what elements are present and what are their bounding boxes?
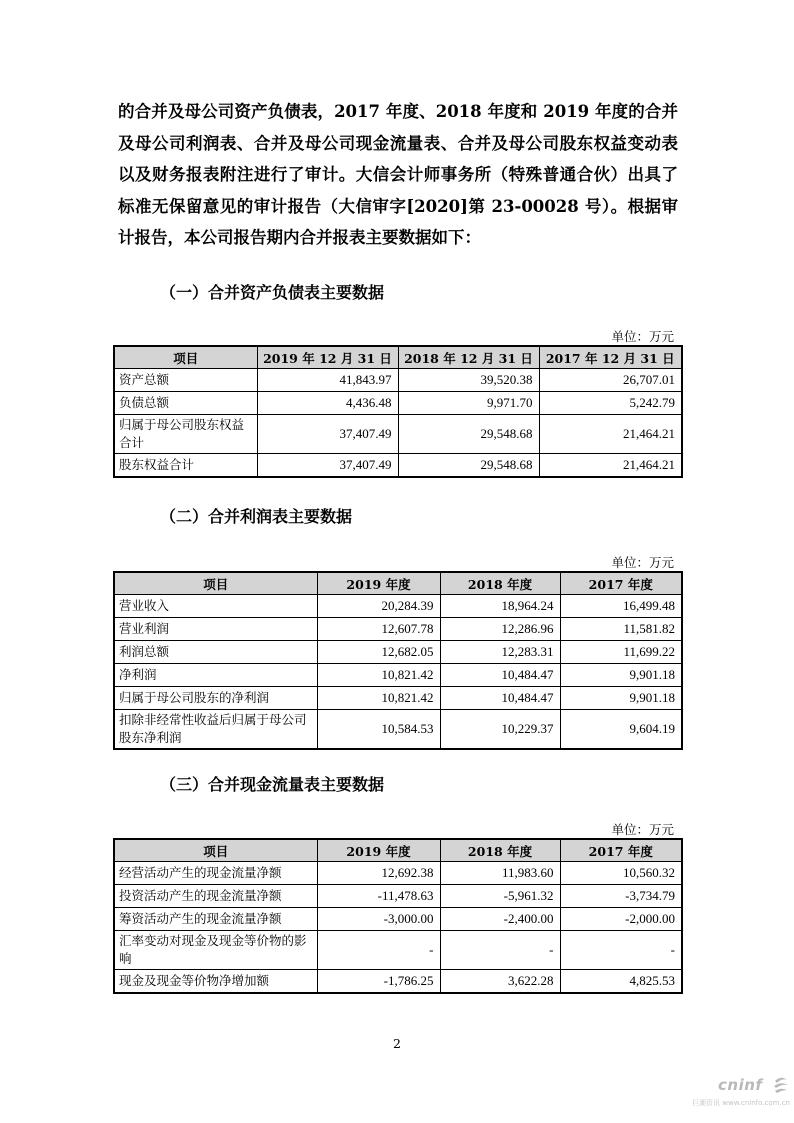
row-label: 扣除非经常性收益后归属于母公司股东净利润 [114,710,317,750]
row-label: 归属于母公司股东权益合计 [114,415,257,454]
column-header: 2018 年度 [440,839,560,862]
row-label: 归属于母公司股东的净利润 [114,687,317,710]
cell-value: 12,692.38 [317,862,440,885]
cell-value: 11,699.22 [560,641,682,664]
row-label: 净利润 [114,664,317,687]
section-title-balance-sheet: （一）合并资产负债表主要数据 [160,283,385,302]
section-title-income-statement: （二）合并利润表主要数据 [160,507,353,526]
cell-value: 9,901.18 [560,687,682,710]
row-label: 负债总额 [114,392,257,415]
cell-value: 9,971.70 [398,392,539,415]
cash-flow-table [113,838,683,994]
column-header: 2019 年度 [317,572,440,595]
page-number: 2 [393,1036,401,1051]
cell-value: 21,464.21 [539,415,682,454]
cell-value: - [560,931,682,970]
cell-value: 4,825.53 [560,970,682,994]
table-header-row [114,839,682,862]
cell-value: 37,407.49 [257,454,398,478]
cell-value: 20,284.39 [317,595,440,618]
cell-value: 10,229.37 [440,710,560,750]
intro-paragraph: 的合并及母公司资产负债表，2017 年度、2018 年度和 2019 年度的合并及母公司利润表、合并及母公司现金流量表、合并及母公司股东权益变动表以及财务报表附注进行了审计。大信会计师事务所（特殊普通合伙）出具了标准无保留意见的审计报告（大信审字[2020]第 23-00028 号）。根据审计报告，本公司报告期内合并报表主要数据如下： [118,102,678,247]
cell-value: 10,484.47 [440,664,560,687]
cell-value: 12,607.78 [317,618,440,641]
cell-value: 10,821.42 [317,664,440,687]
cell-value: -5,961.32 [440,885,560,908]
cell-value: - [440,931,560,970]
row-label: 股东权益合计 [114,454,257,478]
table-row [114,369,682,392]
cell-value: 11,983.60 [440,862,560,885]
unit-label: 单位：万元 [611,555,674,570]
cell-value: 3,622.28 [440,970,560,994]
unit-label: 单位：万元 [611,329,674,344]
cell-value: 41,843.97 [257,369,398,392]
table-row [114,908,682,931]
table-header-row [114,572,682,595]
row-label: 筹资活动产生的现金流量净额 [114,908,317,931]
table-row [114,885,682,908]
cell-value: -3,000.00 [317,908,440,931]
table-row [114,415,682,454]
table-header-row [114,346,682,369]
cell-value: -2,000.00 [560,908,682,931]
column-header: 2019 年 12 月 31 日 [257,346,398,369]
column-header: 项目 [114,346,257,369]
cell-value: 29,548.68 [398,454,539,478]
column-header: 2017 年度 [560,572,682,595]
cell-value: 21,464.21 [539,454,682,478]
row-label: 经营活动产生的现金流量净额 [114,862,317,885]
column-header: 2019 年度 [317,839,440,862]
row-label: 营业收入 [114,595,317,618]
cell-value: -2,400.00 [440,908,560,931]
cell-value: 29,548.68 [398,415,539,454]
cell-value: -11,478.63 [317,885,440,908]
row-label: 营业利润 [114,618,317,641]
row-label: 汇率变动对现金及现金等价物的影响 [114,931,317,970]
column-header: 2018 年度 [440,572,560,595]
cell-value: 26,707.01 [539,369,682,392]
column-header: 项目 [114,839,317,862]
table-row [114,710,682,750]
logo-wordmark: cninf [718,1076,763,1094]
unit-label: 单位：万元 [611,822,674,837]
column-header: 2017 年度 [560,839,682,862]
cell-value: 10,584.53 [317,710,440,750]
cell-value: - [317,931,440,970]
cell-value: 39,520.38 [398,369,539,392]
cell-value: -3,734.79 [560,885,682,908]
balance-sheet-table [113,345,683,478]
cell-value: 5,242.79 [539,392,682,415]
cell-value: -1,786.25 [317,970,440,994]
cell-value: 16,499.48 [560,595,682,618]
cell-value: 12,682.05 [317,641,440,664]
table-row [114,862,682,885]
section-title-cash-flow: （三）合并现金流量表主要数据 [160,775,385,794]
cell-value: 9,604.19 [560,710,682,750]
cell-value: 10,484.47 [440,687,560,710]
table-row [114,618,682,641]
row-label: 投资活动产生的现金流量净额 [114,885,317,908]
cell-value: 9,901.18 [560,664,682,687]
table-row [114,931,682,970]
logo-swirl-icon [772,1075,790,1095]
cell-value: 37,407.49 [257,415,398,454]
column-header: 项目 [114,572,317,595]
table-row [114,454,682,478]
column-header: 2018 年 12 月 31 日 [398,346,539,369]
table-row [114,664,682,687]
table-row [114,687,682,710]
cell-value: 4,436.48 [257,392,398,415]
row-label: 资产总额 [114,369,257,392]
row-label: 利润总额 [114,641,317,664]
column-header: 2017 年 12 月 31 日 [539,346,682,369]
cell-value: 12,286.96 [440,618,560,641]
cell-value: 18,964.24 [440,595,560,618]
row-label: 现金及现金等价物净增加额 [114,970,317,994]
cninfo-logo [692,1075,790,1115]
cell-value: 10,560.32 [560,862,682,885]
table-row [114,595,682,618]
logo-subtitle: 巨潮资讯 www.cninfo.com.cn [692,1099,790,1107]
income-statement-table [113,571,683,750]
table-row [114,970,682,994]
table-row [114,641,682,664]
table-row [114,392,682,415]
cell-value: 10,821.42 [317,687,440,710]
cell-value: 11,581.82 [560,618,682,641]
cell-value: 12,283.31 [440,641,560,664]
